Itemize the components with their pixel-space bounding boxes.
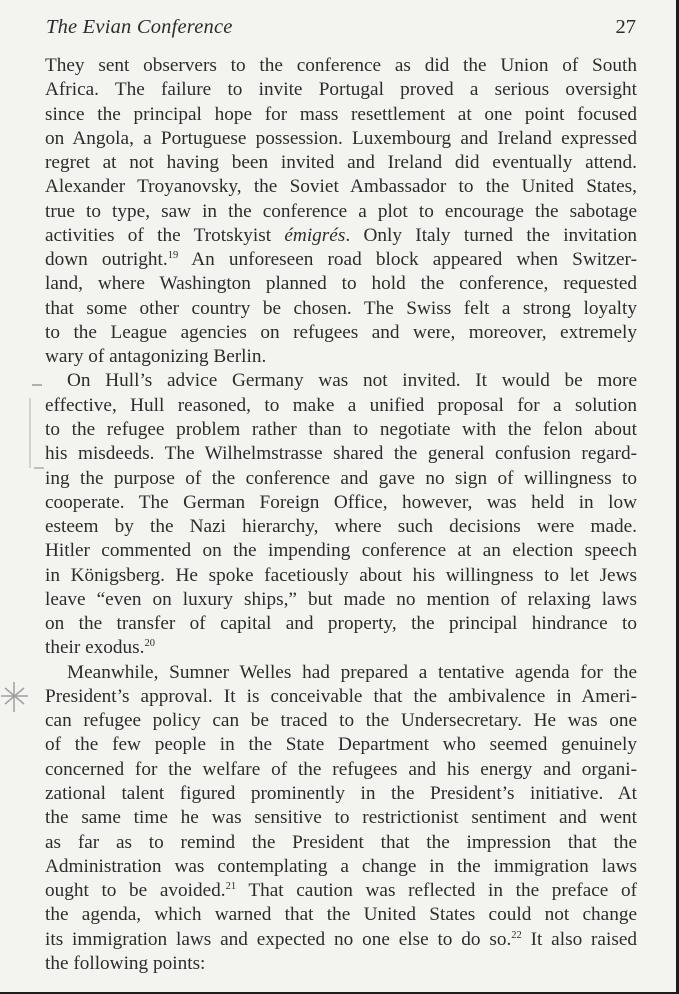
text-line: land, where Washington planned to hold the conference, requested: [45, 273, 637, 295]
text-line: effective, Hull reasoned, to make a unified proposal for a solution: [45, 394, 637, 416]
text-line: his misdeeds. The Wilhelmstrasse shared the general confusion regard-: [45, 443, 637, 465]
text-line: regret at not having been invited and Ireland did eventually attend.: [45, 152, 637, 174]
text-fragment: down outright.: [45, 249, 168, 271]
text-line: the following points:: [45, 952, 206, 974]
text-line: leave “even on luxury ships,” but made no mention of relaxing laws: [45, 588, 637, 610]
text-line: the same time he was sensitive to restrictionist sentiment and went: [45, 807, 637, 829]
footnote-ref: 19: [167, 250, 179, 262]
text-line: esteem by the Nazi hierarchy, where such decisions were made.: [45, 516, 637, 538]
text-line: President’s approval. It is conceivable that the ambivalence in Ameri-: [45, 685, 637, 707]
text-line: zational talent figured prominently in the President’s initiative. At: [45, 782, 637, 804]
text-line: They sent observers to the conference as did the Union of South: [45, 55, 637, 76]
text-line: as far as to remind the President that the impression that the: [45, 831, 637, 853]
text-line: Alexander Troyanovsky, the Soviet Ambassador to the United States,: [45, 176, 637, 198]
text-line: the agenda, which warned that the United States could not change: [45, 904, 637, 926]
text-line: [45, 248, 637, 272]
text-fragment: An unforeseen road block appeared when Switzer-: [178, 249, 637, 271]
running-head-title: The Evian Conference: [46, 16, 233, 38]
text-line: Meanwhile, Sumner Welles had prepared a tentative agenda for the: [67, 661, 637, 683]
text-line: [45, 636, 637, 660]
text-line: can refugee policy can be traced to the Undersecretary. He was one: [45, 710, 637, 732]
text-line: [45, 224, 637, 248]
text-fragment: ought to be avoided.: [45, 880, 226, 902]
text-fragment: It also raised: [521, 928, 637, 950]
text-line: on the transfer of capital and property, the principal hindrance to: [45, 613, 637, 635]
italic-term: émigrés: [284, 224, 346, 246]
footnote-ref: 21: [225, 881, 237, 893]
text-line: true to type, saw in the conference a plot to encourage the sabotage: [45, 200, 637, 222]
text-line: Administration was contemplating a change in the immigration laws: [45, 855, 637, 877]
text-fragment: its immigration laws and expected no one else to do so.: [45, 928, 512, 950]
text-fragment: activities of the Trotskyist: [45, 224, 285, 246]
footnote-ref: 20: [144, 638, 155, 650]
main-text: [45, 54, 637, 976]
margin-star-icon: [1, 682, 28, 712]
text-line: that some other country be chosen. The Swiss felt a strong loyalty: [45, 297, 637, 319]
text-line: in Königsberg. He spoke facetiously about his willingness to let Jews: [45, 564, 637, 586]
text-line: of the few people in the State Department who seemed genuinely: [45, 734, 637, 756]
text-line: ing the purpose of the conference and gave no sign of willingness to: [45, 467, 637, 489]
text-fragment: their exodus.: [45, 637, 145, 659]
margin-pencil-marks: [0, 0, 44, 994]
text-line: wary of antagonizing Berlin.: [45, 346, 267, 368]
running-head: [44, 14, 636, 40]
text-line: Hitler commented on the impending conference at an election speech: [45, 540, 637, 562]
text-line: to the refugee problem rather than to negotiate with the felon about: [45, 418, 637, 440]
text-line: [45, 928, 637, 952]
page-number: 27: [615, 16, 636, 38]
text-fragment: . Only Italy turned the invitation: [345, 224, 637, 246]
text-line: Africa. The failure to invite Portugal proved a serious oversight: [45, 79, 637, 101]
text-line: on Angola, a Portuguese possession. Luxembourg and Ireland expressed: [45, 127, 637, 149]
footnote-ref: 22: [511, 929, 522, 941]
text-line: to the League agencies on refugees and were, moreover, extremely: [45, 321, 637, 343]
text-line: since the principal hope for mass resettlement at one point focused: [45, 103, 637, 125]
text-line: [45, 879, 637, 903]
text-line: cooperate. The German Foreign Office, however, was held in low: [45, 491, 637, 513]
text-line: concerned for the welfare of the refugees and his energy and organi-: [45, 758, 637, 780]
text-fragment: That caution was reflected in the preface of: [236, 880, 637, 902]
text-line: On Hull’s advice Germany was not invited. It would be more: [67, 370, 637, 392]
